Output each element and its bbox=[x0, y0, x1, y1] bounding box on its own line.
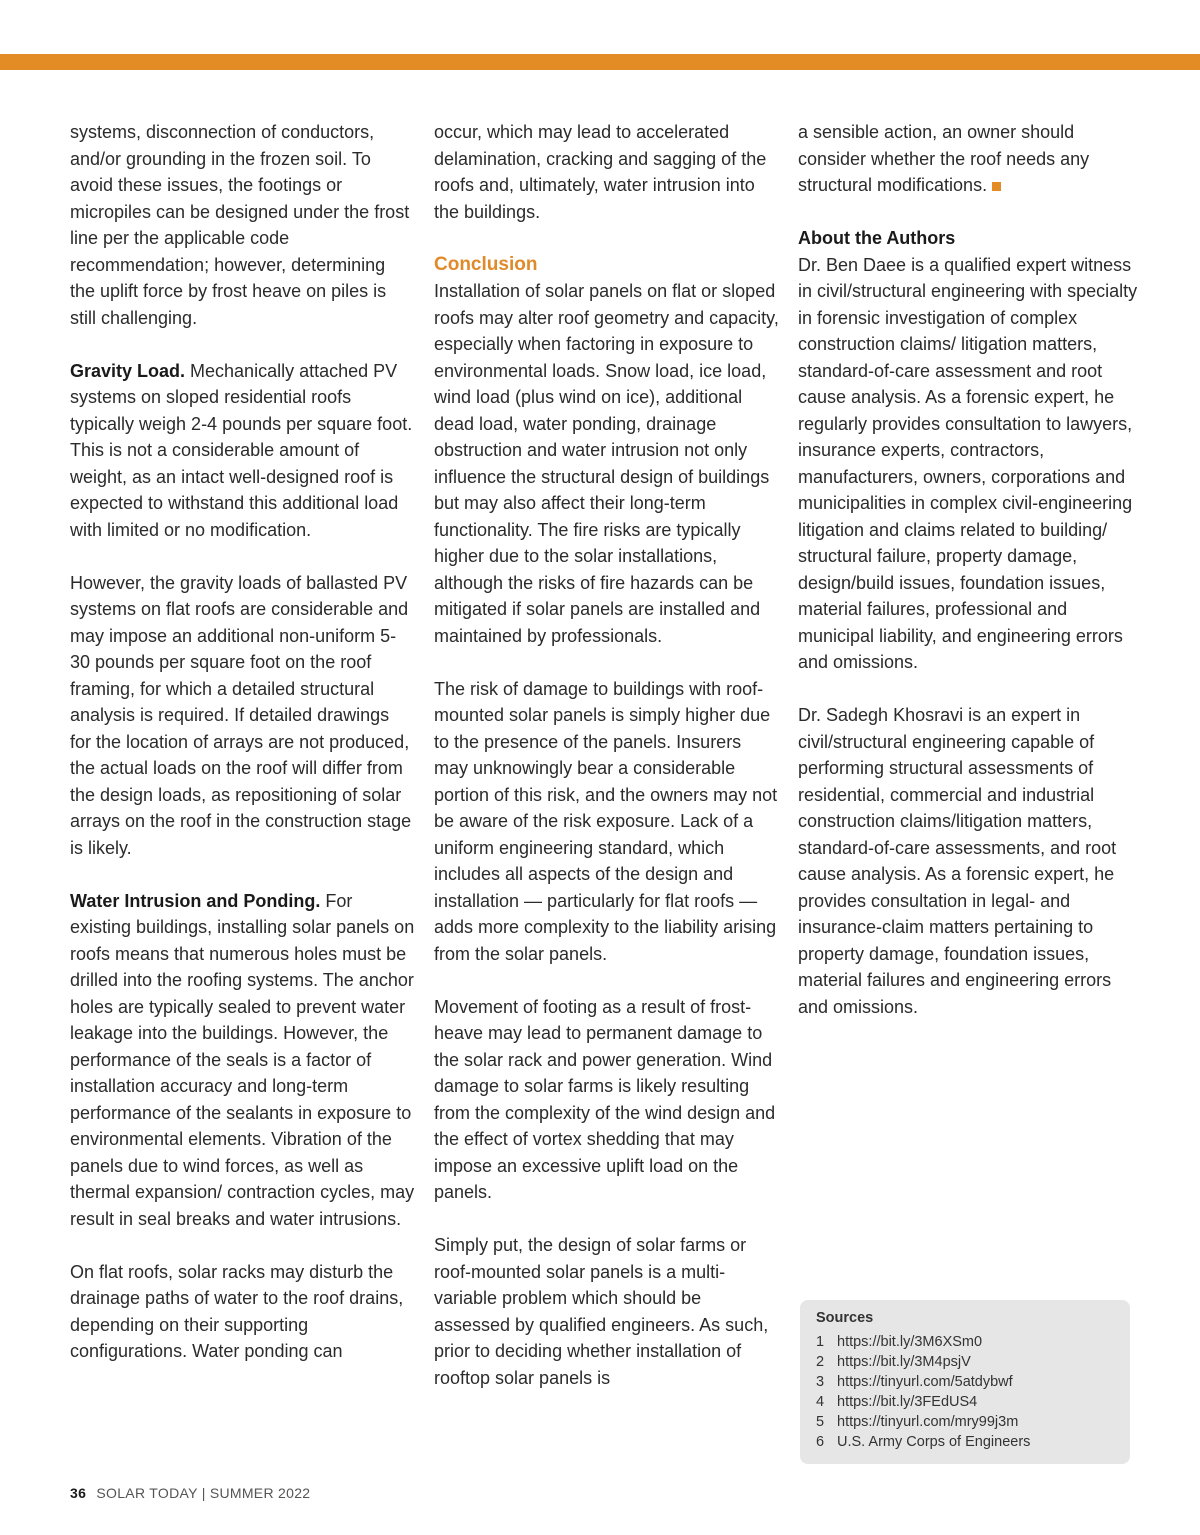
paragraph-gravity-load bbox=[70, 358, 415, 544]
source-text: U.S. Army Corps of Engineers bbox=[837, 1434, 1031, 1450]
page-footer bbox=[70, 1485, 310, 1501]
page-number: 36 bbox=[70, 1485, 87, 1501]
paragraph-closing bbox=[798, 119, 1143, 199]
source-link[interactable]: https://bit.ly/3M6XSm0 bbox=[837, 1334, 983, 1350]
source-number: 4 bbox=[816, 1394, 825, 1410]
footer-separator: | bbox=[201, 1485, 206, 1501]
source-number: 2 bbox=[816, 1354, 825, 1370]
source-link[interactable]: https://bit.ly/3M4psjV bbox=[837, 1354, 971, 1370]
about-authors-section bbox=[798, 225, 1143, 676]
about-authors-heading: About the Authors bbox=[798, 228, 956, 248]
paragraph: On flat roofs, solar racks may disturb the drainage paths of water to the roof drains, depending on their supporting configurations. Water ponding can bbox=[70, 1261, 404, 1361]
source-item bbox=[816, 1432, 1114, 1452]
source-link[interactable]: https://bit.ly/3FEdUS4 bbox=[837, 1394, 978, 1410]
column-3 bbox=[798, 119, 1143, 1047]
conclusion-heading: Conclusion bbox=[434, 253, 538, 275]
paragraph: Simply put, the design of solar farms or roof-mounted solar panels is a multi-variable problem which should be assessed by qualified engineers. As such, prior to deciding whether installation of rooftop solar panels is bbox=[434, 1235, 769, 1388]
source-item bbox=[816, 1412, 1114, 1432]
run-in-heading: Water Intrusion and Ponding. bbox=[70, 890, 321, 911]
source-item bbox=[816, 1392, 1114, 1412]
top-accent-bar bbox=[0, 54, 1200, 70]
publication-name: SOLAR TODAY bbox=[96, 1485, 198, 1501]
paragraph: occur, which may lead to accelerated delamination, cracking and sagging of the roofs and, ultimately, water intrusion into the buildings. bbox=[434, 122, 767, 222]
issue-name: SUMMER 2022 bbox=[209, 1485, 311, 1501]
source-item bbox=[816, 1372, 1114, 1392]
run-in-heading: Gravity Load. bbox=[70, 360, 186, 381]
column-2 bbox=[434, 119, 779, 1418]
paragraph: Dr. Sadegh Khosravi is an expert in civil/structural engineering capable of performing structural assessments of residential, commercial and industrial construction claims/litigation matters, standard-of-care assessments, and root cause analysis. As a forensic expert, he provides consultation in legal- and insurance-claim matters pertaining to property damage, foundation issues, material failures and engineering errors and omissions. bbox=[798, 705, 1117, 1017]
source-item bbox=[816, 1332, 1114, 1352]
column-1 bbox=[70, 119, 415, 1391]
source-link[interactable]: https://tinyurl.com/5atdybwf bbox=[837, 1374, 1013, 1390]
sources-box bbox=[800, 1300, 1130, 1464]
source-number: 1 bbox=[816, 1334, 825, 1350]
paragraph-water-intrusion bbox=[70, 888, 415, 1233]
source-number: 6 bbox=[816, 1434, 825, 1450]
paragraph-text: a sensible action, an owner should consider whether the roof needs any structural modifications. bbox=[798, 122, 1090, 195]
paragraph: However, the gravity loads of ballasted PV systems on flat roofs are considerable and may impose an additional non-uniform 5-30 pounds per square foot on the roof framing, for which a detailed structural analysis is required. If detailed drawings for the location of arrays are not produced, the actual loads on the roof will differ from the design loads, as repositioning of solar arrays on the roof in the construction stage is likely. bbox=[70, 572, 412, 858]
source-item bbox=[816, 1352, 1114, 1372]
paragraph: systems, disconnection of conductors, and/or grounding in the frozen soil. To avoid these issues, the footings or micropiles can be designed under the frost line per the applicable code recommendation; however, determining the uplift force by frost heave on piles is still challenging. bbox=[70, 122, 410, 328]
paragraph-text: Mechanically attached PV systems on sloped residential roofs typically weigh 2-4 pounds per square foot. This is not a considerable amount of weight, as an intact well-designed roof is expected to withstand this additional load with limited or no modification. bbox=[70, 360, 413, 540]
end-mark-icon bbox=[992, 182, 1001, 191]
paragraph: Movement of footing as a result of frost-heave may lead to permanent damage to the solar rack and power generation. Wind damage to solar farms is likely resulting from the complexity of the wind design and the effect of vortex shedding that may impose an excessive uplift load on the panels. bbox=[434, 996, 776, 1202]
conclusion-section bbox=[434, 252, 779, 650]
source-number: 5 bbox=[816, 1414, 825, 1430]
sources-title: Sources bbox=[816, 1310, 874, 1326]
paragraph-text: Dr. Ben Daee is a qualified expert witness in civil/structural engineering with specialty in forensic investigation of complex construction claims/ litigation matters, standard-of-care assessment and root cause analysis. As a forensic expert, he regularly provides consultation to lawyers, insurance experts, contractors, manufacturers, owners, corporations and municipalities in complex civil-engineering litigation and claims related to building/ structural failure, property damage, design/build issues, foundation issues, material failures, professional and municipal liability, and engineering errors and omissions. bbox=[798, 254, 1138, 672]
source-number: 3 bbox=[816, 1374, 825, 1390]
paragraph: The risk of damage to buildings with roof-mounted solar panels is simply higher due to the presence of the panels. Insurers may unknowingly bear a considerable portion of this risk, and the owners may not be aware of the risk exposure. Lack of a uniform engineering standard, which includes all aspects of the design and installation — particularly for flat roofs — adds more complexity to the liability arising from the solar panels. bbox=[434, 678, 778, 964]
paragraph-text: Installation of solar panels on flat or sloped roofs may alter roof geometry and capacity, especially when factoring in exposure to environmental loads. Snow load, ice load, wind load (plus wind on ice), additional dead load, water ponding, drainage obstruction and water intrusion not only influence the structural design of buildings but may also affect their long-term functionality. The fire risks are typically higher due to the solar installations, although the risks of fire hazards can be mitigated if solar panels are installed and maintained by professionals. bbox=[434, 281, 779, 646]
source-link[interactable]: https://tinyurl.com/mry99j3m bbox=[837, 1414, 1019, 1430]
paragraph-text: For existing buildings, installing solar panels on roofs means that numerous holes must be drilled into the roofing systems. The anchor holes are typically sealed to prevent water leakage into the buildings. However, the performance of the seals is a factor of installation accuracy and long-term performance of the sealants in exposure to environmental elements. Vibration of the panels due to wind forces, as well as thermal expansion/ contraction cycles, may result in seal breaks and water intrusions. bbox=[70, 890, 415, 1229]
